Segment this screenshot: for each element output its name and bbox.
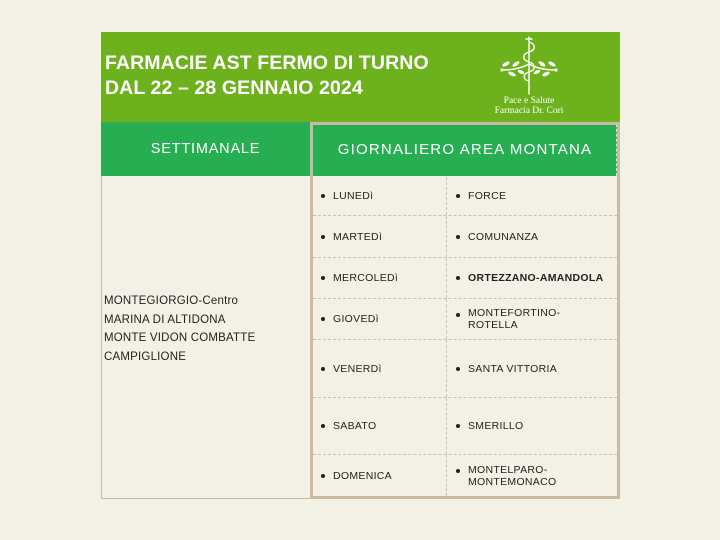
bullet-icon xyxy=(321,367,325,371)
day-cell xyxy=(313,216,447,257)
header-banner xyxy=(101,32,620,122)
day-label: SABATO xyxy=(333,420,377,432)
place-cell xyxy=(447,216,617,257)
place-label: SANTA VITTORIA xyxy=(468,362,557,375)
daily-row-sunday xyxy=(313,455,617,496)
daily-row-friday xyxy=(313,340,617,398)
place-cell xyxy=(447,340,617,397)
weekly-item: CAMPIGLIONE xyxy=(104,350,187,363)
logo-text-line-2: Farmacia Dr. Cori xyxy=(494,106,564,116)
bullet-icon xyxy=(321,235,325,239)
column-header-weekly: SETTIMANALE xyxy=(101,122,310,176)
column-header-daily: GIORNALIERO AREA MONTANA xyxy=(310,122,620,176)
place-cell xyxy=(447,299,617,339)
daily-row-thursday xyxy=(313,299,617,340)
day-label: VENERDì xyxy=(333,362,382,375)
pharmacy-logo xyxy=(479,34,579,120)
bullet-icon xyxy=(456,235,460,239)
daily-row-tuesday xyxy=(313,216,617,258)
caduceus-olive-branch-icon xyxy=(494,34,564,96)
weekly-item: MONTE VIDON COMBATTE xyxy=(104,332,256,344)
place-label: MONTEFORTINO- ROTELLA xyxy=(468,307,561,331)
place-label: MONTELPARO- MONTEMONACO xyxy=(468,463,557,488)
day-cell xyxy=(313,455,447,496)
bullet-icon xyxy=(456,424,460,428)
place-label: FORCE xyxy=(468,190,507,202)
header-divider xyxy=(616,124,617,176)
day-label: MERCOLEDì xyxy=(333,272,399,284)
weekly-pharmacy-list xyxy=(104,292,255,366)
day-label: GIOVEDì xyxy=(333,313,379,325)
day-label: DOMENICA xyxy=(333,469,392,482)
logo-text-line-1: Pace e Salute xyxy=(503,96,555,106)
day-cell xyxy=(313,398,447,454)
day-label: MARTEDì xyxy=(333,230,383,243)
bullet-icon xyxy=(321,424,325,428)
day-cell xyxy=(313,299,447,339)
bullet-icon xyxy=(456,367,460,371)
page-title xyxy=(105,51,429,101)
daily-row-wednesday xyxy=(313,258,617,299)
title-line-2: DAL 22 – 28 GENNAIO 2024 xyxy=(105,77,363,99)
bullet-icon xyxy=(321,276,325,280)
bullet-icon xyxy=(456,276,460,280)
place-cell xyxy=(447,258,617,298)
place-label: ORTEZZANO-AMANDOLA xyxy=(468,272,604,284)
bullet-icon xyxy=(321,474,325,478)
place-cell xyxy=(447,177,617,215)
weekly-item: MARINA DI ALTIDONA xyxy=(104,313,226,326)
place-cell xyxy=(447,455,617,496)
day-cell xyxy=(313,340,447,397)
place-label: SMERILLO xyxy=(468,420,524,432)
day-cell xyxy=(313,258,447,298)
place-cell xyxy=(447,398,617,454)
place-label: COMUNANZA xyxy=(468,230,539,243)
weekly-item: MONTEGIORGIO-Centro xyxy=(104,295,239,307)
day-cell xyxy=(313,177,447,215)
day-label: LUNEDì xyxy=(333,190,374,202)
daily-row-saturday xyxy=(313,398,617,455)
title-line-1: FARMACIE AST FERMO DI TURNO xyxy=(105,52,429,74)
bullet-icon xyxy=(321,317,325,321)
daily-row-monday xyxy=(313,177,617,216)
bullet-icon xyxy=(456,313,460,317)
bullet-icon xyxy=(456,469,460,473)
bullet-icon xyxy=(456,194,460,198)
bullet-icon xyxy=(321,194,325,198)
